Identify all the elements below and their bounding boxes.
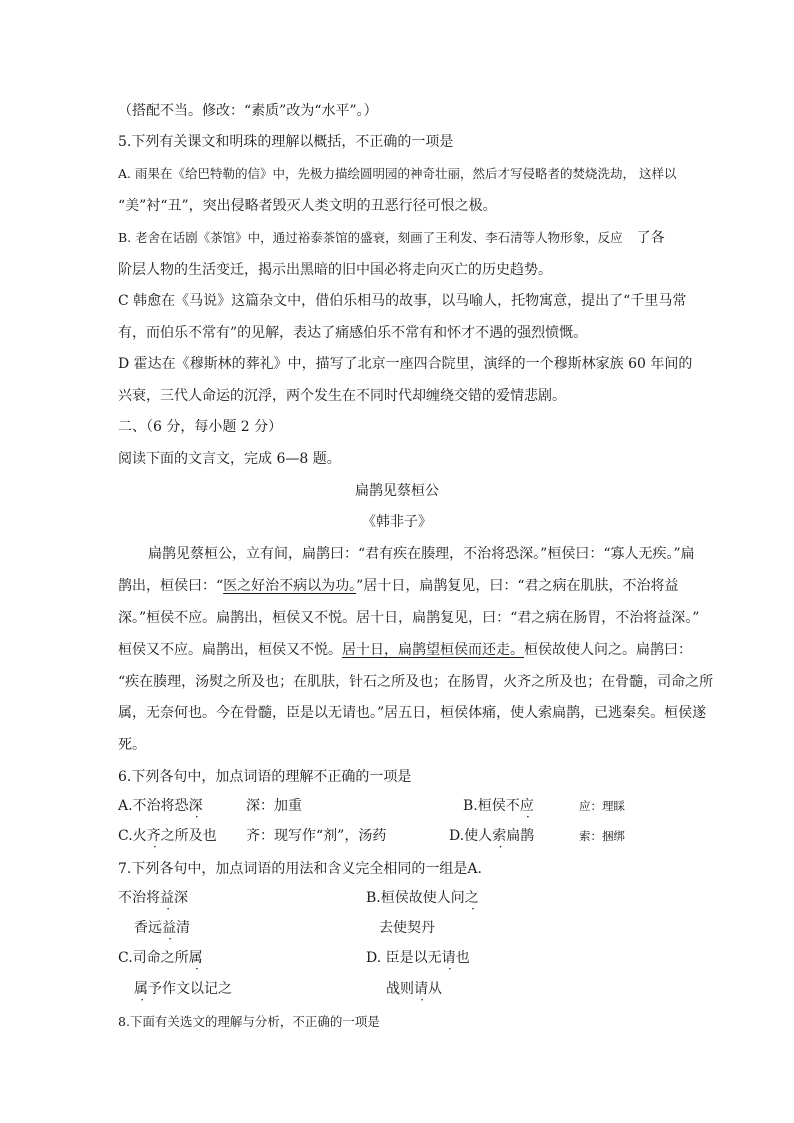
passage-source: 《韩非子》 bbox=[362, 514, 432, 530]
section-2-intro: 阅读下面的文言文，完成 6—8 题。 bbox=[118, 451, 341, 467]
passage-line-2: 鹊出，桓侯曰：“医之好治不病以为功。”居十日，扁鹊复见，曰：“君之病在肌肤，不治将益 bbox=[118, 578, 679, 594]
passage-line-3: 深。”桓侯不应。扁鹊出，桓侯又不悦。居十日，扁鹊复见，曰：“君之病在肠胃，不治将益深。” bbox=[118, 610, 700, 626]
q6-option-a: A.不治将恐深 bbox=[118, 798, 203, 814]
q7-option-a-line1: 不治将益深 bbox=[118, 890, 188, 906]
q4-answer-note: （搭配不当。修改：“素质”改为“水平”。） bbox=[118, 103, 378, 119]
q7-option-d-line1: D. 臣是以无请也 bbox=[366, 950, 470, 966]
q6-option-c-gloss: 齐：现写作“剂”，汤药 bbox=[246, 828, 387, 844]
q8-stem: 8.下面有关选文的理解与分析，不正确的一项是 bbox=[118, 1014, 380, 1029]
q6-option-d-gloss: 索：捆绑 bbox=[579, 829, 625, 843]
underlined-sentence-1: 医之好治不病以为功。 bbox=[223, 578, 357, 594]
dotted-word: 请 bbox=[414, 981, 428, 997]
dotted-word: 益 bbox=[160, 890, 174, 906]
q6-option-d: D.使人索扁鹊 bbox=[449, 828, 535, 844]
dotted-word: 属 bbox=[188, 950, 203, 966]
dotted-word: 深 bbox=[188, 798, 203, 814]
q5-stem: 5.下列有关课文和明珠的理解以概括，不正确的一项是 bbox=[118, 134, 454, 150]
q7-stem: 7.下列各句中，加点词语的用法和含义完全相同的一组是A. bbox=[118, 861, 482, 877]
q7-option-a-line2: 香远益清 bbox=[134, 920, 190, 936]
section-2-header: 二、（6 分，每小题 2 分） bbox=[118, 419, 283, 435]
passage-title: 扁鹊见蔡桓公 bbox=[355, 483, 439, 499]
q7-option-c-line2: 属予作文以记之 bbox=[134, 981, 232, 997]
dotted-word: 齐 bbox=[146, 828, 161, 844]
q5-option-a-line2: “美”衬“丑”，突出侵略者毁灭人类文明的丑恶行径可恨之极。 bbox=[118, 198, 497, 214]
passage-line-6: 属，无奈何也。今在骨髓，臣是以无请也。”居五日，桓侯体痛，使人索扁鹊，已逃秦矣。桓侯遂 bbox=[118, 705, 707, 721]
q6-option-c: C.火齐之所及也 bbox=[118, 828, 217, 844]
dotted-word: 属 bbox=[134, 981, 148, 997]
q7-option-d-line2: 战则请从 bbox=[386, 981, 442, 997]
passage-line-7: 死。 bbox=[118, 737, 146, 753]
passage-line-1: 扁鹊见蔡桓公，立有间，扁鹊曰：“君有疾在腠理，不治将恐深。”桓侯曰：“寡人无疾。”扁 bbox=[148, 546, 695, 562]
q7-option-c-line1: C.司命之所属 bbox=[118, 950, 203, 966]
passage-line-4: 桓侯又不应。扁鹊出，桓侯又不悦。居十日，扁鹊望桓侯而还走。桓侯故使人问之。扁鹊曰： bbox=[118, 642, 692, 658]
q6-option-b-gloss: 应：理睬 bbox=[579, 799, 625, 813]
q5-option-a-line1: A. 雨果在《给巴特勒的信》中，先极力描绘圆明园的神奇壮丽，然后才写侵略者的焚烧洗劫， 这样以 bbox=[118, 166, 677, 181]
dotted-word: 益 bbox=[162, 920, 176, 936]
dotted-word: 应 bbox=[519, 798, 534, 814]
q5-option-c-line2: 有，而伯乐不常有”的见解，表达了痛感伯乐不常有和怀才不遇的强烈愤慨。 bbox=[118, 325, 588, 341]
q6-option-a-gloss: 深：加重 bbox=[246, 798, 302, 814]
q6-stem: 6.下列各句中，加点词语的理解不正确的一项是 bbox=[118, 769, 412, 785]
q5-option-d-line2: 兴衰，三代人命运的沉浮，两个发生在不同时代却缠绕交错的爱情悲剧。 bbox=[118, 388, 566, 404]
q5-option-c-line1: C 韩愈在《马说》这篇杂文中，借伯乐相马的故事，以马喻人，托物寓意，提出了“千里马常 bbox=[118, 293, 687, 309]
dotted-word: 索 bbox=[492, 828, 507, 844]
dotted-word: 之 bbox=[464, 890, 479, 906]
q7-option-b-line2: 去使契丹 bbox=[379, 920, 435, 936]
underlined-sentence-2: 居十日，扁鹊望桓侯而还走。 bbox=[342, 642, 524, 658]
q5-option-b-line1: B. 老舍在话剧《茶馆》中，通过裕泰茶馆的盛衰，刻画了王利发、李石清等人物形象，反应 了各 bbox=[118, 230, 665, 246]
passage-line-5: “疾在腠理，汤熨之所及也；在肌肤，针石之所及也；在肠胃，火齐之所及也；在骨髓，司命之所 bbox=[118, 674, 714, 690]
q6-option-b: B.桓侯不应 bbox=[463, 798, 534, 814]
q7-option-b-line1: B.桓侯故使人问之 bbox=[366, 890, 479, 906]
dotted-word: 请 bbox=[441, 950, 456, 966]
q5-option-b-line2: 阶层人物的生活变迁，揭示出黑暗的旧中国必将走向灭亡的历史趋势。 bbox=[118, 262, 552, 278]
q5-option-d-line1: D 霍达在《穆斯林的葬礼》中，描写了北京一座四合院里，演绎的一个穆斯林家族 60 年间的 bbox=[118, 356, 693, 372]
